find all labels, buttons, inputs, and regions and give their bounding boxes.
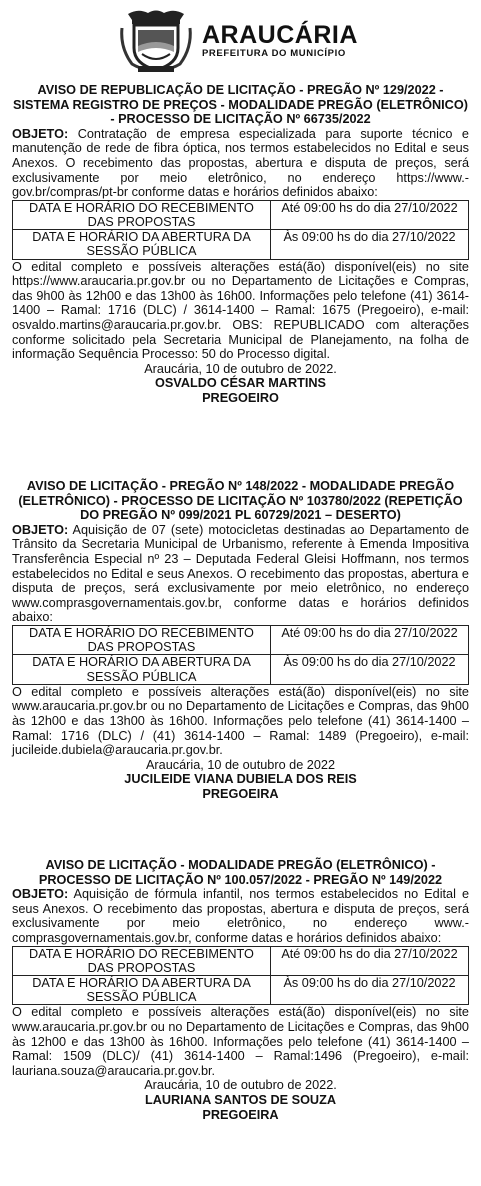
signer-name: LAURIANA SANTOS DE SOUZA bbox=[144, 1092, 337, 1107]
table-row bbox=[13, 230, 469, 259]
objeto-text: Contratação de empresa especializada para suporte técnico e manutenção de rede de fibra óptica, nos termos estabelecidos no Edital e seus Anexos. O recebimento das propostas, abertura e disputa de preços, será exclusivamente por meio eletrônico, no endereço https://www.-gov.br/compras/pt-br conforme datas e horários definidos abaixo: bbox=[12, 126, 469, 200]
table-row bbox=[13, 946, 469, 975]
row-value: Até 09:00 hs do dia 27/10/2022 bbox=[271, 200, 469, 229]
row-label: DATA E HORÁRIO DO RECEBIMENTO DAS PROPOSTAS bbox=[13, 946, 271, 975]
notice-objeto bbox=[12, 127, 469, 200]
coat-of-arms-icon bbox=[118, 8, 194, 74]
objeto-label: OBJETO: bbox=[12, 887, 69, 902]
page-header bbox=[0, 0, 481, 78]
row-label: DATA E HORÁRIO DA ABERTURA DA SESSÃO PÚBLICA bbox=[13, 975, 271, 1004]
notice-body: O edital completo e possíveis alterações está(ão) disponível(eis) no site www.araucaria.pr.gov.br ou no Departamento de Licitações e Compras, das 9h00 às 12h00 e das 13h00 às 16h00. Informações pelo telefone (41) 3614-1400 – Ramal: 1716 (DLC) / (41) 3614-1400 – Ramal: 1489 (Pregoeiro), e-mail: jucileide.dubiela@araucaria.pr.gov.br. bbox=[12, 684, 469, 758]
notice-objeto bbox=[12, 887, 469, 945]
row-label: DATA E HORÁRIO DO RECEBIMENTO DAS PROPOSTAS bbox=[13, 625, 271, 654]
brand-subtitle: PREFEITURA DO MUNICÍPIO bbox=[202, 48, 346, 59]
signer-name: OSVALDO CÉSAR MARTINS bbox=[154, 376, 327, 391]
notice-date: Araucária, 10 de outubro de 2022. bbox=[144, 1078, 337, 1093]
row-label: DATA E HORÁRIO DO RECEBIMENTO DAS PROPOSTAS bbox=[13, 200, 271, 229]
notice-title: AVISO DE LICITAÇÃO - PREGÃO Nº 148/2022 - MODALIDADE PREGÃO (ELETRÔNICO) - PROCESSO DE LICITAÇÃO Nº 103780/2022 (REPETIÇÃO DO PREGÃO Nº 099/2021 PL 60729/2021 – DESERTO) bbox=[18, 479, 463, 523]
signer-role: PREGOEIRO bbox=[202, 390, 279, 405]
dates-table bbox=[12, 200, 469, 260]
notice-2 bbox=[12, 479, 469, 802]
objeto-label: OBJETO: bbox=[12, 522, 69, 537]
notice-title: AVISO DE REPUBLICAÇÃO DE LICITAÇÃO - PREGÃO Nº 129/2022 - SISTEMA REGISTRO DE PREÇOS - MODALIDADE PREGÃO (ELETRÔNICO) - PROCESSO DE LICITAÇÃO Nº 66735/2022 bbox=[13, 83, 468, 127]
signer-role: PREGOEIRA bbox=[202, 786, 279, 801]
dates-table bbox=[12, 625, 469, 685]
objeto-text: Aquisição de fórmula infantil, nos termos estabelecidos no Edital e seus Anexos. O recebimento das propostas, abertura e disputa de preços, será exclusivamente por meio eletrônico, no endereço www.-comprasgovernamentais.gov.br, conforme datas e horários definidos abaixo: bbox=[12, 887, 469, 945]
notice-3 bbox=[12, 858, 469, 1122]
table-row bbox=[13, 200, 469, 229]
signer-role: PREGOEIRA bbox=[202, 1107, 279, 1122]
notice-objeto bbox=[12, 523, 469, 625]
table-row bbox=[13, 655, 469, 684]
row-value: Até 09:00 hs do dia 27/10/2022 bbox=[271, 625, 469, 654]
row-value: Até 09:00 hs do dia 27/10/2022 bbox=[271, 946, 469, 975]
brand-name: ARAUCÁRIA bbox=[202, 21, 358, 49]
notice-date: Araucária, 10 de outubro de 2022 bbox=[145, 757, 336, 772]
objeto-text: Aquisição de 07 (sete) motocicletas destinadas ao Departamento de Trânsito da Secretaria Municipal de Urbanismo, referente à Emenda Impositiva Transferência Especial nº 23 – Deputada Federal Gleisi Hoffmann, nos termos estabelecidos no Edital e seus Anexos. O recebimento das propostas, abertura e disputa de preços, será exclusivamente por meio eletrônico, no endereço www.comprasgovernamentais.gov.br, conforme datas e horários definidos abaixo: bbox=[12, 522, 469, 625]
row-label: DATA E HORÁRIO DA ABERTURA DA SESSÃO PÚBLICA bbox=[13, 655, 271, 684]
notice-title: AVISO DE LICITAÇÃO - MODALIDADE PREGÃO (ELETRÔNICO) - PROCESSO DE LICITAÇÃO Nº 100.057/2022 - PREGÃO Nº 149/2022 bbox=[38, 858, 443, 887]
brand bbox=[202, 22, 358, 59]
row-label: DATA E HORÁRIO DA ABERTURA DA SESSÃO PÚBLICA bbox=[13, 230, 271, 259]
row-value: Às 09:00 hs do dia 27/10/2022 bbox=[271, 975, 469, 1004]
table-row bbox=[13, 625, 469, 654]
notice-body: O edital completo e possíveis alterações está(ão) disponível(eis) no site https://www.araucaria.pr.gov.br ou no Departamento de Licitações e Compras, das 9h00 às 12h00 e das 13h00 às 16h00. Informações pelo telefone (41) 3614-1400 – Ramal: 1716 (DLC) / 3614-1400 – Ramal: 1675 (Pregoeiro), e-mail: osvaldo.martins@araucaria.pr.gov.br. OBS: REPUBLICADO com alterações conforme solicitado pela Secretaria Municipal de Planejamento, na folha de informação Sequência Processo: 50 do Processo digital. bbox=[12, 259, 469, 362]
objeto-label: OBJETO: bbox=[12, 126, 69, 141]
row-value: Às 09:00 hs do dia 27/10/2022 bbox=[271, 655, 469, 684]
notice-1 bbox=[12, 83, 469, 406]
notice-body: O edital completo e possíveis alterações está(ão) disponível(eis) no site www.araucaria.pr.gov.br ou no Departamento de Licitações e Compras, das 9h00 às 12h00 e das 13h00 às 16h00. Informações pelo telefone (41) 3614-1400 – Ramal: 1509 (DLC)/ (41) 3614-1400 – Ramal:1496 (Pregoeiro), e-mail: lauriana.souza@araucaria.pr.gov.br. bbox=[12, 1005, 469, 1078]
dates-table bbox=[12, 946, 469, 1006]
signer-name: JUCILEIDE VIANA DUBIELA DOS REIS bbox=[124, 772, 357, 787]
notice-date: Araucária, 10 de outubro de 2022. bbox=[144, 361, 337, 376]
row-value: Às 09:00 hs do dia 27/10/2022 bbox=[271, 230, 469, 259]
table-row bbox=[13, 975, 469, 1004]
